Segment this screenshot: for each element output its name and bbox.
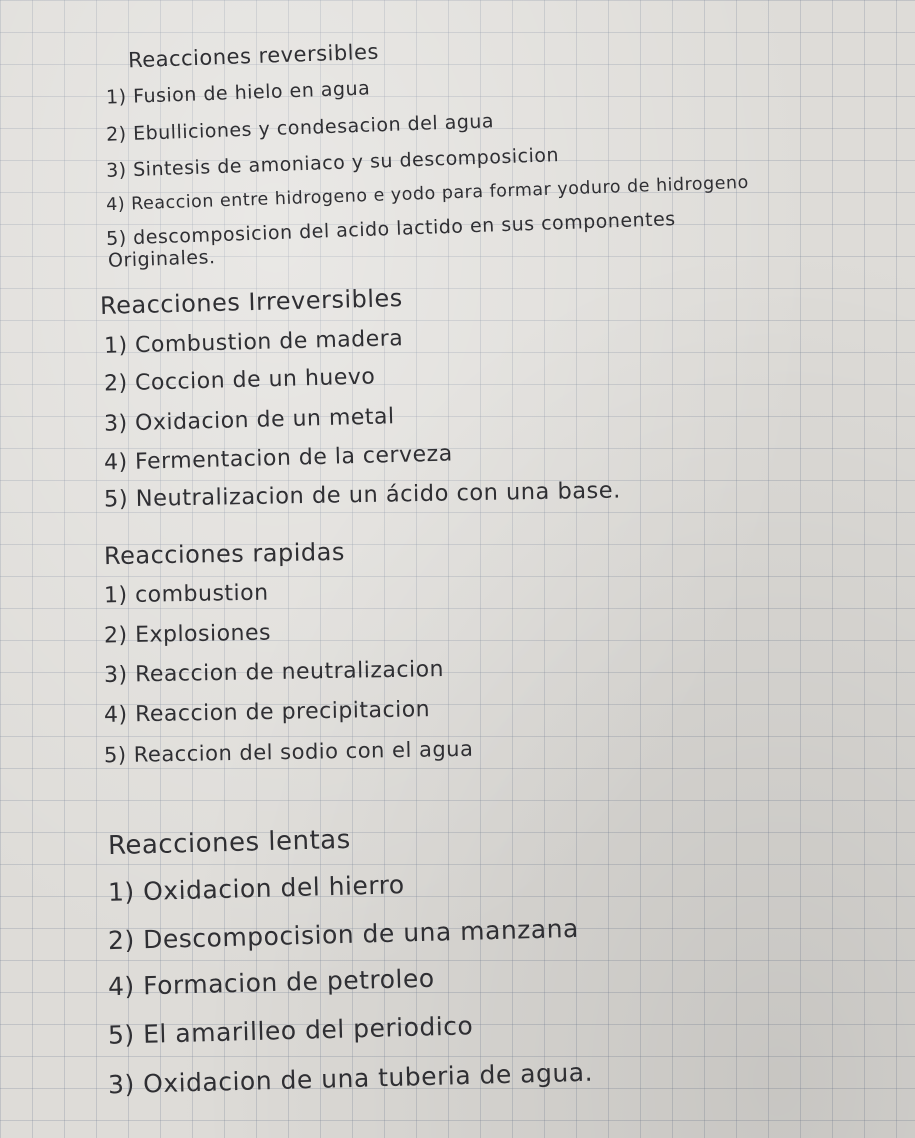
list-item: 2) Coccion de un huevo (103, 364, 376, 397)
list-item: 1) combustion (103, 580, 269, 609)
list-item: 2) Ebulliciones y condesacion del agua (105, 110, 495, 146)
list-item: 3) Reaccion de neutralizacion (103, 657, 445, 688)
list-item: 3) Oxidacion de una tuberia de agua. (107, 1057, 594, 1100)
heading-reversibles: Reacciones reversibles (127, 39, 380, 73)
list-item: 2) Descompocision de una manzana (107, 913, 580, 956)
list-item: 5) descomposicion del acido lactido en sus componentes (105, 208, 676, 250)
heading-lentas: Reacciones lentas (107, 824, 352, 862)
list-item: 1) Oxidacion del hierro (107, 870, 406, 907)
list-item: 4) Reaccion de precipitacion (103, 697, 431, 728)
list-item: 1) Combustion de madera (103, 326, 404, 359)
list-item: 3) Sintesis de amoniaco y su descomposicion (105, 144, 560, 182)
list-item: 4) Fermentacion de la cerveza (103, 441, 453, 476)
list-item: 3) Oxidacion de un metal (103, 404, 395, 437)
list-item: 5) El amarilleo del periodico (107, 1011, 474, 1050)
list-item: 4) Formacion de petroleo (107, 963, 435, 1002)
heading-irreversibles: Reacciones Irreversibles (99, 284, 404, 320)
list-item: 4) Reaccion entre hidrogeno e yodo para formar yoduro de hidrogeno (105, 172, 750, 216)
list-item: Originales. (107, 246, 216, 272)
list-item: 5) Neutralizacion de un ácido con una base. (103, 477, 621, 513)
list-item: 5) Reaccion del sodio con el agua (103, 736, 474, 768)
heading-rapidas: Reacciones rapidas (103, 537, 346, 571)
list-item: 1) Fusion de hielo en agua (105, 77, 371, 109)
list-item: 2) Explosiones (103, 620, 272, 649)
